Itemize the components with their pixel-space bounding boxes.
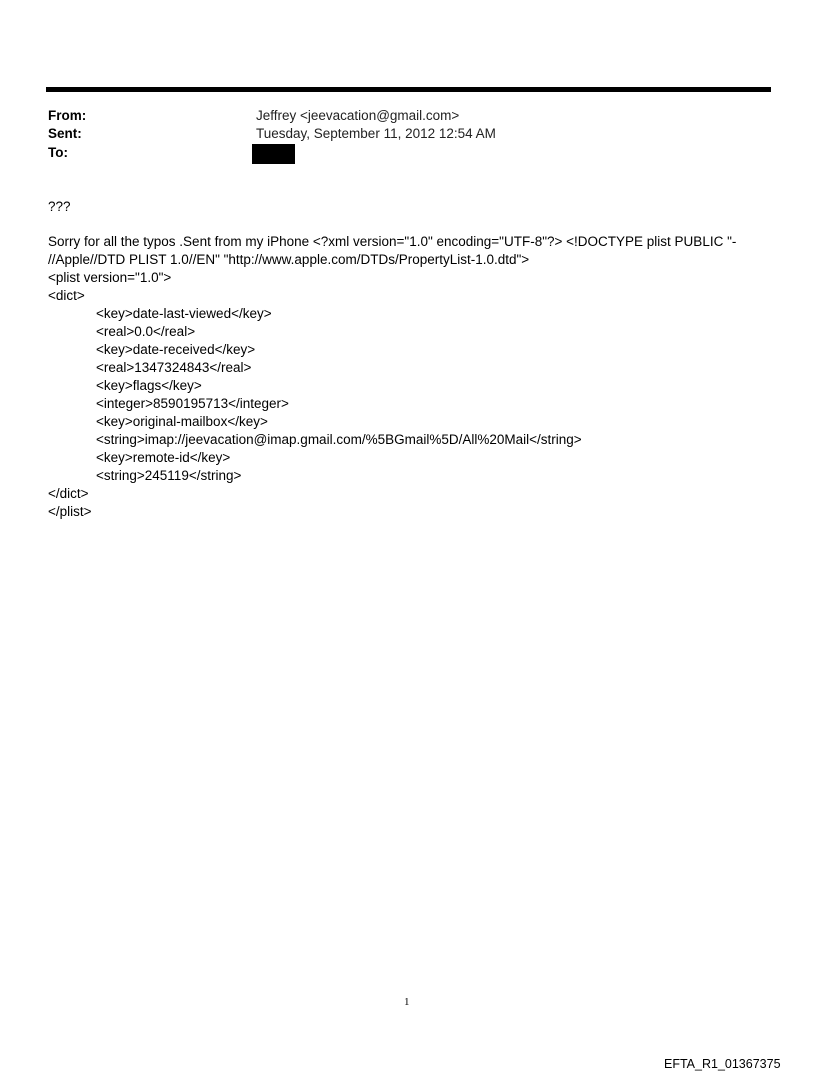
plist-line: <real>0.0</real> bbox=[96, 324, 196, 339]
body-line-1: Sorry for all the typos .Sent from my iPhone <?xml version="1.0" encoding="UTF-8"?> <!DOCTYPE plist PUBLIC "- bbox=[48, 234, 737, 249]
plist-line: <key>remote-id</key> bbox=[96, 450, 231, 465]
plist-line: </dict> bbox=[48, 486, 89, 501]
header-rule bbox=[46, 87, 771, 92]
to-row bbox=[48, 145, 748, 163]
plist-line: </plist> bbox=[48, 504, 92, 519]
plist-line: <real>1347324843</real> bbox=[96, 360, 252, 375]
sent-label: Sent: bbox=[48, 126, 82, 141]
plist-line: <key>date-received</key> bbox=[96, 342, 256, 357]
plist-line: <key>original-mailbox</key> bbox=[96, 414, 268, 429]
plist-line: <dict> bbox=[48, 288, 85, 303]
plist-line: <plist version="1.0"> bbox=[48, 270, 172, 285]
bates-number: EFTA_R1_01367375 bbox=[664, 1057, 781, 1071]
sent-row bbox=[48, 126, 748, 144]
to-label: To: bbox=[48, 145, 68, 160]
page-number: 1 bbox=[404, 996, 410, 1008]
from-row bbox=[48, 108, 748, 126]
plist-line: <string>imap://jeevacation@imap.gmail.com/%5BGmail%5D/All%20Mail</string> bbox=[96, 432, 582, 447]
greeting-text: ??? bbox=[48, 199, 71, 214]
sent-value: Tuesday, September 11, 2012 12:54 AM bbox=[256, 126, 496, 141]
from-value: Jeffrey <jeevacation@gmail.com> bbox=[256, 108, 460, 123]
plist-line: <string>245119</string> bbox=[96, 468, 242, 483]
plist-line: <key>date-last-viewed</key> bbox=[96, 306, 272, 321]
body-line-2: //Apple//DTD PLIST 1.0//EN" "http://www.apple.com/DTDs/PropertyList-1.0.dtd"> bbox=[48, 252, 530, 267]
plist-line: <key>flags</key> bbox=[96, 378, 202, 393]
from-label: From: bbox=[48, 108, 87, 123]
plist-line: <integer>8590195713</integer> bbox=[96, 396, 289, 411]
redaction-box bbox=[252, 144, 295, 164]
